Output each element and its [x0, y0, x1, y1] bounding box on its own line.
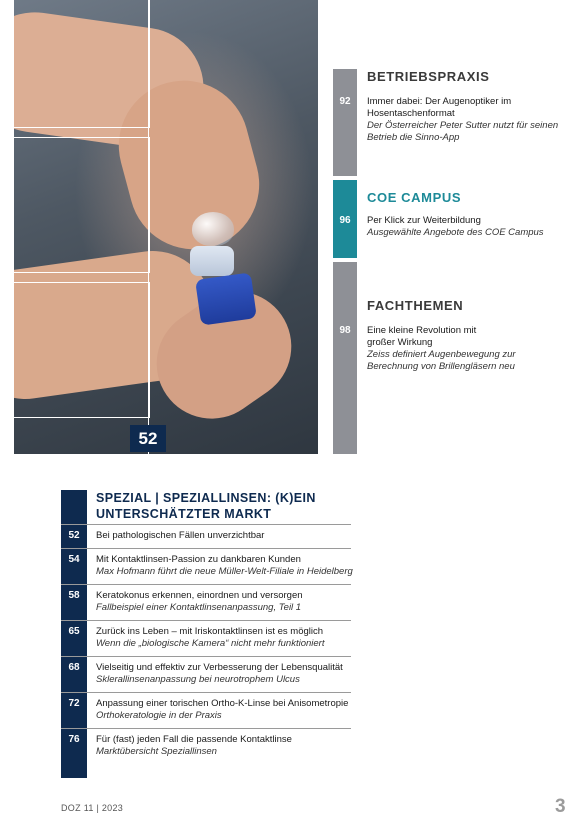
divider	[61, 656, 351, 657]
entry-title: Vielseitig und effektiv zur Verbesserung der Lebensqualität	[96, 662, 343, 673]
entry-subtitle: Ausgewählte Angebote des COE Campus	[367, 227, 544, 238]
photo-frame-line	[14, 282, 150, 418]
section-title: BETRIEBSPRAXIS	[367, 69, 490, 84]
divider	[61, 524, 351, 525]
toc-entry[interactable]	[367, 325, 562, 373]
section-fachthemen	[333, 262, 565, 454]
section-bar	[333, 69, 357, 176]
toc-entry[interactable]	[96, 530, 536, 542]
entry-subtitle: Marktübersicht Speziallinsen	[96, 746, 217, 757]
section-betriebspraxis	[333, 69, 565, 176]
entry-title: Zurück ins Leben – mit Iriskontaktlinsen ist es möglich	[96, 626, 324, 637]
contact-lens-shape	[192, 212, 234, 246]
photo-page-badge[interactable]: 52	[130, 425, 166, 452]
toc-entry[interactable]	[367, 96, 562, 144]
toc-entry[interactable]	[96, 554, 536, 578]
entry-page-number: 96	[339, 215, 351, 226]
special-section-title: SPEZIAL | SPEZIALLINSEN: (K)EIN UNTERSCHÄTZTER MARKT	[96, 491, 316, 521]
photo-frame-line	[14, 0, 150, 128]
section-title: COE CAMPUS	[367, 190, 462, 205]
toc-entry[interactable]	[96, 698, 536, 722]
toc-entry[interactable]	[96, 626, 536, 650]
toc-entry[interactable]	[367, 215, 562, 239]
entry-subtitle: Sklerallinsenanpassung bei neurotrophem Ulcus	[96, 674, 300, 685]
entry-page-number: 52	[68, 530, 80, 541]
section-title: FACHTHEMEN	[367, 298, 464, 313]
entry-subtitle: Max Hofmann führt die neue Müller-Welt-Filiale in Heidelberg	[96, 566, 353, 577]
entry-subtitle: Orthokeratologie in der Praxis	[96, 710, 222, 721]
lens-holder-shape	[190, 246, 234, 276]
toc-entry[interactable]	[96, 662, 536, 686]
section-bar	[333, 262, 357, 454]
footer-issue: DOZ 11 | 2023	[61, 803, 124, 813]
entry-page-number: 72	[68, 698, 80, 709]
entry-page-number: 54	[68, 554, 80, 565]
entry-page-number: 58	[68, 590, 80, 601]
entry-title: Eine kleine Revolution mit großer Wirkung	[367, 325, 477, 348]
entry-subtitle: Wenn die „biologische Kamera“ nicht mehr funktioniert	[96, 638, 325, 649]
section-coe-campus	[333, 180, 565, 258]
entry-page-number: 68	[68, 662, 80, 673]
lens-cap-shape	[195, 272, 257, 325]
entry-title: Mit Kontaktlinsen-Passion zu dankbaren Kunden	[96, 554, 301, 565]
toc-entry[interactable]	[96, 734, 536, 758]
entry-title: Bei pathologischen Fällen unverzichtbar	[96, 530, 265, 541]
entry-subtitle: Zeiss definiert Augenbewegung zur Berechnung von Brillengläsern neu	[367, 349, 516, 372]
photo-frame-line	[148, 0, 149, 454]
entry-subtitle: Fallbeispiel einer Kontaktlinsenanpassung, Teil 1	[96, 602, 302, 613]
page-number: 3	[555, 796, 566, 817]
entry-page-number: 76	[68, 734, 80, 745]
divider	[61, 620, 351, 621]
divider	[61, 692, 351, 693]
photo-frame-line	[14, 137, 150, 273]
entry-title: Anpassung einer torischen Ortho-K-Linse bei Anisometropie	[96, 698, 349, 709]
divider	[61, 584, 351, 585]
entry-page-number: 65	[68, 626, 80, 637]
entry-title: Keratokonus erkennen, einordnen und versorgen	[96, 590, 303, 601]
divider	[61, 728, 351, 729]
entry-page-number: 92	[339, 96, 351, 107]
entry-title: Per Klick zur Weiterbildung	[367, 215, 481, 226]
entry-title: Immer dabei: Der Augenoptiker im Hosentaschenformat	[367, 96, 512, 119]
toc-entry[interactable]	[96, 590, 536, 614]
entry-page-number: 98	[339, 325, 351, 336]
entry-title: Für (fast) jeden Fall die passende Kontaktlinse	[96, 734, 292, 745]
entry-subtitle: Der Österreicher Peter Sutter nutzt für seinen Betrieb die Sinno-App	[367, 120, 559, 143]
divider	[61, 548, 351, 549]
